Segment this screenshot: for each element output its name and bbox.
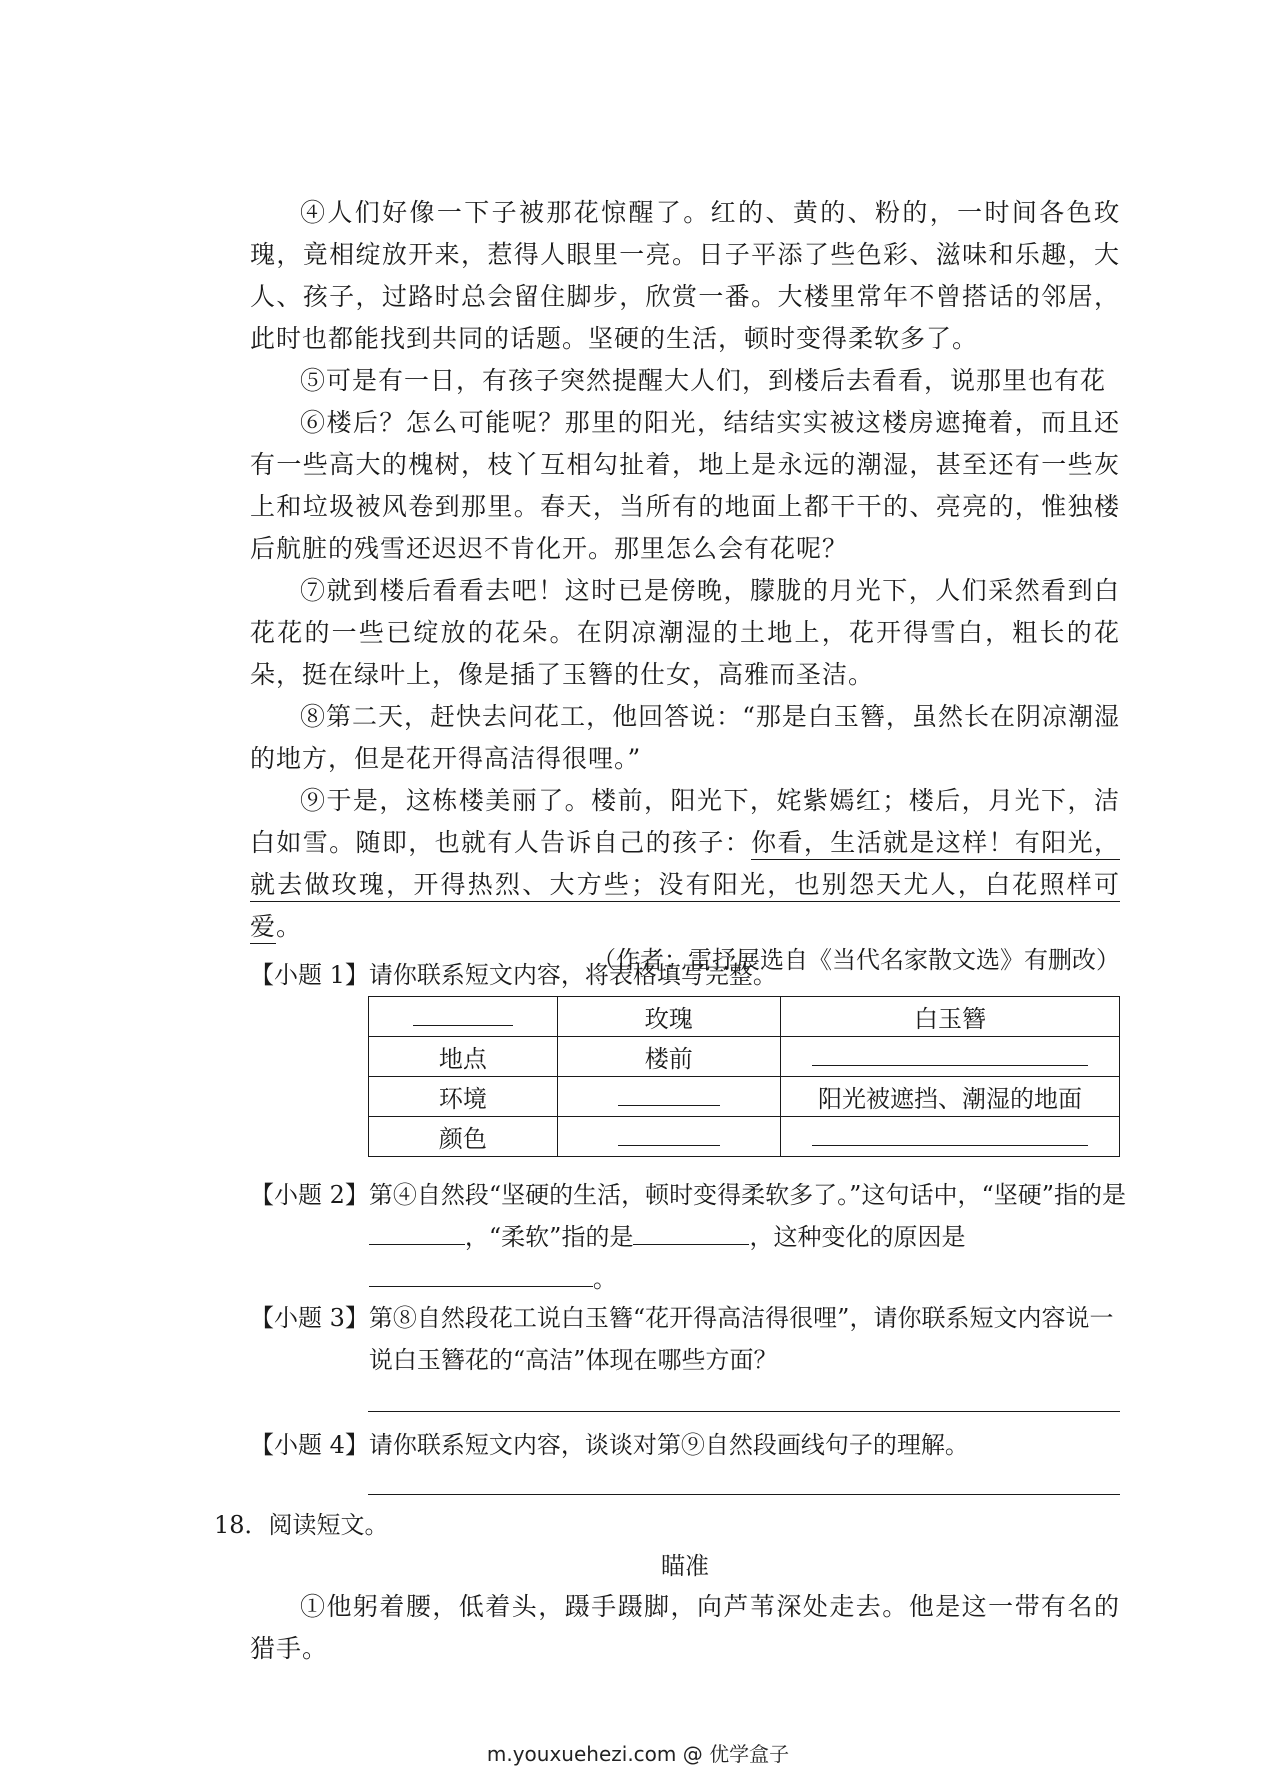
section-18-paragraph-1: ①他躬着腰，低着头，蹑手蹑脚，向芦苇深处走去。他是这一带有名的猎手。 xyxy=(250,1592,1120,1663)
blank-line xyxy=(812,1121,1088,1146)
question-2-part-d: 。 xyxy=(592,1265,617,1293)
underlined-sentence: 你看，生活就是这样！有阳光，就去做玫瑰，开得热烈、大方些；没有阳光，也别怨天尤人，白花照样可爱 xyxy=(250,828,1120,944)
section-18-title: 瞄准 xyxy=(661,1552,709,1580)
table-row-label: 环境 xyxy=(369,1077,558,1117)
table-cell-rose: 楼前 xyxy=(557,1037,780,1077)
question-3-label: 【小题 3】 xyxy=(250,1304,369,1332)
table-header-rose: 玫瑰 xyxy=(557,997,780,1037)
paragraph-7: ⑦就到楼后看看去吧！这时已是傍晚，朦胧的月光下，人们采然看到白花花的一些已绽放的花朵。在阴凉潮湿的土地上，花开得雪白，粗长的花朵，挺在绿叶上，像是插了玉簪的仕女，高雅而圣洁。 xyxy=(250,576,1120,689)
paragraph-5: ⑤可是有一日，有孩子突然提醒大人们，到楼后去看看，说那里也有花 xyxy=(300,366,1107,395)
table-cell-jade-blank[interactable] xyxy=(780,1117,1119,1157)
question-2-part-a: 第④自然段“坚硬的生活，顿时变得柔软多了。”这句话中，“坚硬”指的是 xyxy=(368,1181,1126,1209)
paragraph-4: ④人们好像一下子被那花惊醒了。红的、黄的、粉的，一时间各色玫瑰，竟相绽放开来，惹得人眼里一亮。日子平添了些色彩、滋味和乐趣，大人、孩子，过路时总会留住脚步，欣赏一番。大楼里常年不曾搭话的邻居，此时也都能找到共同的话题。坚硬的生活，顿时变得柔软多了。 xyxy=(250,198,1120,353)
question-2-part-c: ，这种变化的原因是 xyxy=(749,1223,966,1251)
answer-blank-1[interactable] xyxy=(369,1216,465,1245)
paragraph-6: ⑥楼后？怎么可能呢？那里的阳光，结结实实被这楼房遮掩着，而且还有一些高大的槐树，枝丫互相勾扯着，地上是永远的潮湿，甚至还有一些灰上和垃圾被风卷到那里。春天，当所有的地面上都干干的、亮亮的，惟独楼后航脏的残雪还迟迟不肯化开。那里怎么会有花呢？ xyxy=(250,408,1120,563)
table-cell-rose-blank[interactable] xyxy=(557,1077,780,1117)
question-2-label: 【小题 2】 xyxy=(250,1181,369,1209)
table-header-blank[interactable] xyxy=(369,997,558,1037)
table-row-label: 地点 xyxy=(369,1037,558,1077)
table-row xyxy=(369,1117,1120,1157)
question-1-text: 请你联系短文内容，将表格填写完整。 xyxy=(368,961,777,989)
paragraph-8: ⑧第二天，赶快去问花工，他回答说：“那是白玉簪，虽然长在阴凉潮湿的地方，但是花开得高洁得很哩。” xyxy=(250,702,1120,773)
paragraph-9-lead: ⑨于是，这栋楼美丽了。楼前，阳光下，姹紫嫣红；楼后，月光下，洁白如雪。随即，也就有人告诉自己的孩子： xyxy=(250,786,1120,857)
question-2-part-b: ，“柔软”指的是 xyxy=(464,1223,634,1251)
answer-blank-3[interactable] xyxy=(369,1258,593,1287)
blank-line xyxy=(618,1081,720,1106)
table-cell-jade: 阳光被遮挡、潮湿的地面 xyxy=(780,1077,1119,1117)
question-2 xyxy=(250,1174,1130,1300)
answer-blank-2[interactable] xyxy=(633,1216,749,1245)
paragraph-9 xyxy=(250,780,1120,948)
answer-line-4[interactable] xyxy=(368,1494,1120,1495)
question-1 xyxy=(250,954,1130,996)
answer-line-3[interactable] xyxy=(368,1411,1120,1412)
question-2-text xyxy=(369,1174,1130,1300)
question-1-label: 【小题 1】 xyxy=(250,961,369,989)
blank-line xyxy=(812,1041,1088,1066)
table-cell-jade-blank[interactable] xyxy=(780,1037,1119,1077)
section-18-heading: 18．阅读短文。 xyxy=(214,1511,389,1539)
question-4-label: 【小题 4】 xyxy=(250,1431,369,1459)
question-4 xyxy=(250,1424,1130,1466)
blank-line xyxy=(413,1001,513,1026)
question-3-text: 第⑧自然段花工说白玉簪“花开得高洁得很哩”，请你联系短文内容说一说白玉簪花的“高洁”体现在哪些方面？ xyxy=(368,1304,1114,1374)
question-4-text: 请你联系短文内容，谈谈对第⑨自然段画线句子的理解。 xyxy=(368,1431,969,1459)
table-row xyxy=(369,1037,1120,1077)
author-note: （作者：雷抒展选自《当代名家散文选》有删改） xyxy=(592,946,1120,974)
table-header-jade: 白玉簪 xyxy=(780,997,1119,1037)
table-row-label: 颜色 xyxy=(369,1117,558,1157)
table-header-row xyxy=(369,997,1120,1037)
question-3 xyxy=(250,1297,1130,1381)
table-cell-rose-blank[interactable] xyxy=(557,1117,780,1157)
blank-line xyxy=(618,1121,720,1146)
fill-table xyxy=(368,996,1120,1157)
footer-watermark: m.youxuehezi.com @ 优学盒子 xyxy=(486,1742,790,1766)
paragraph-9-end: 。 xyxy=(276,912,303,941)
table-row xyxy=(369,1077,1120,1117)
